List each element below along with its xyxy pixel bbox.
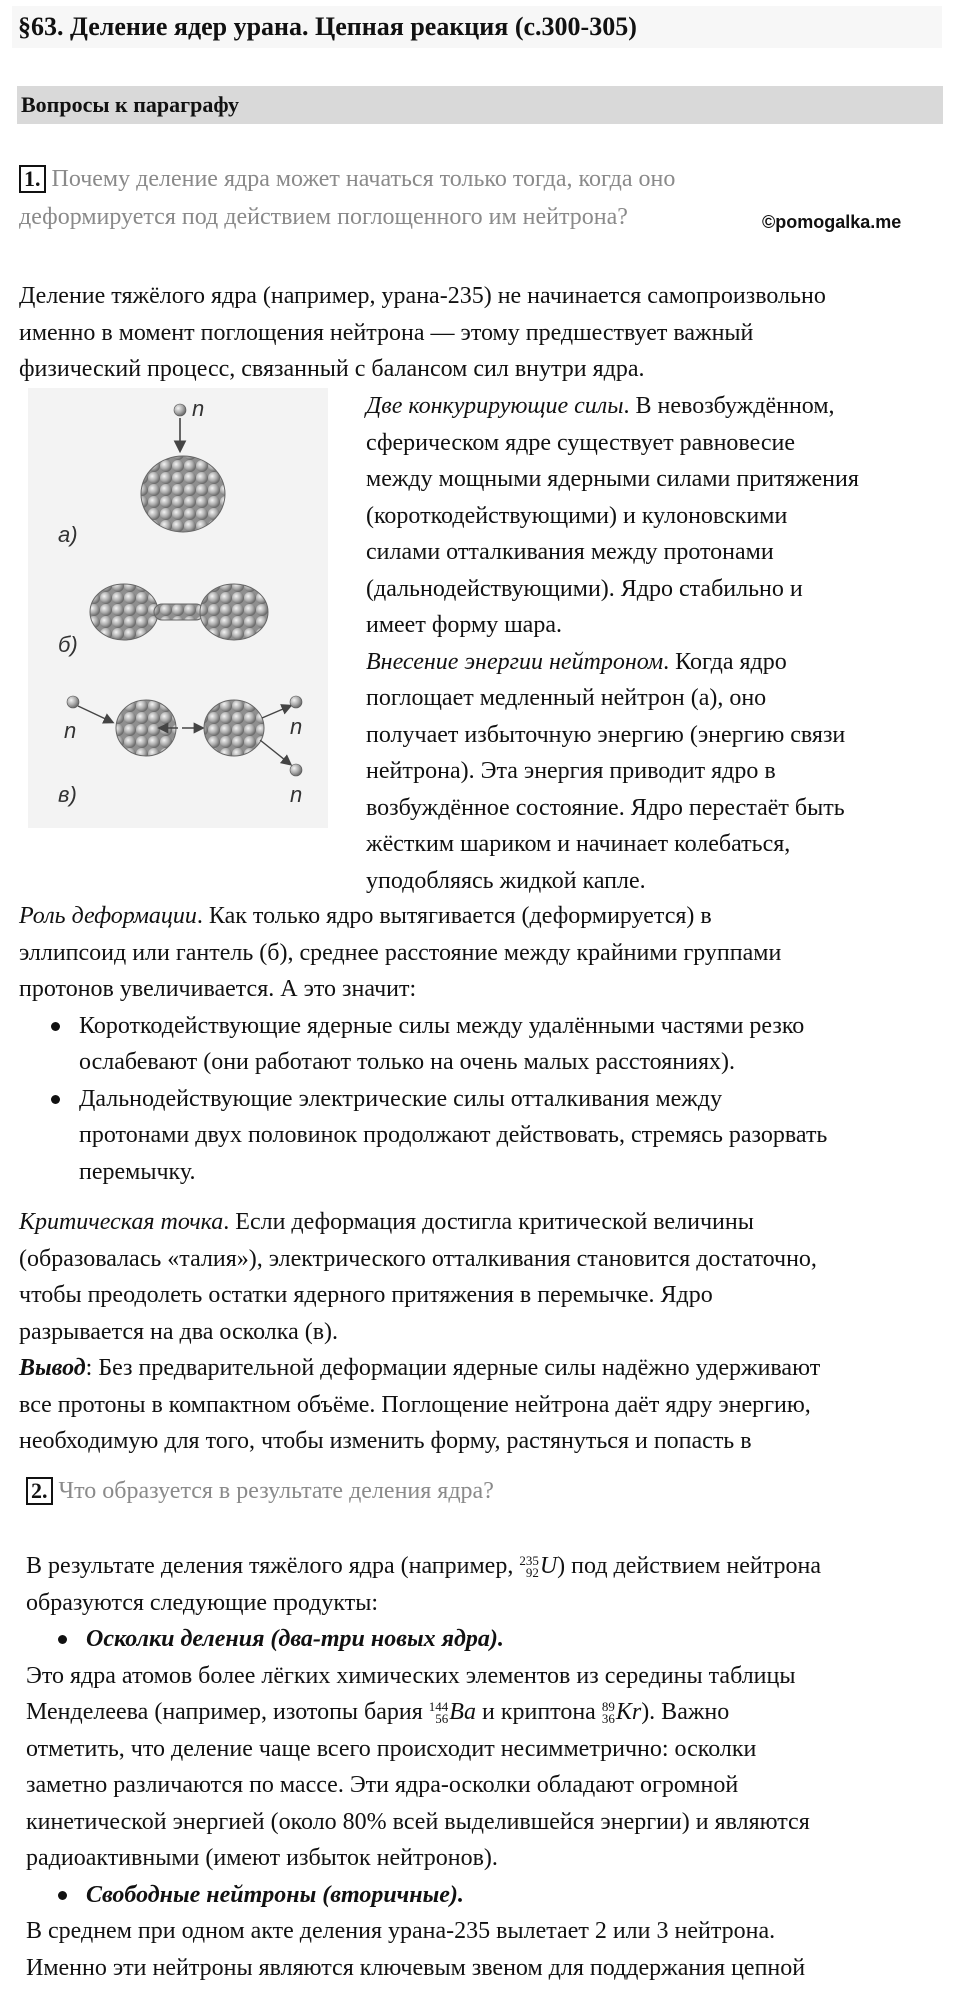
neutron-icon xyxy=(290,696,302,708)
list-item: Осколки деления (два-три новых ядра). xyxy=(26,1621,954,1658)
list-item: Дальнодействующие электрические силы отталкивания между протонами двух половинок продолжают действовать, стремясь разорвать перемычку. xyxy=(19,1081,949,1191)
text-line: все протоны в компактном объёме. Поглощение нейтрона даёт ядру энергию, xyxy=(19,1391,811,1418)
label-v: в) xyxy=(58,782,77,807)
krypton-isotope: 89 36 Kr xyxy=(601,1699,642,1727)
text-line: разрывается на два осколка (в). xyxy=(19,1318,339,1345)
text-line: Деление тяжёлого ядра (например, урана-235) не начинается самопроизвольно xyxy=(19,283,826,309)
question-number: 2. xyxy=(26,1477,53,1505)
list-item: Свободные нейтроны (вторичные). xyxy=(26,1877,954,1914)
text-line: имеет форму шара. xyxy=(366,612,562,638)
text-line: Внесение энергии нейтроном. Когда ядро xyxy=(366,648,787,675)
label-b: б) xyxy=(58,632,78,657)
answer-1-role xyxy=(19,898,949,1190)
text-line: кинетической энергией (около 80% всей выделившейся энергии) и являются xyxy=(26,1808,810,1835)
section-heading: Вопросы к параграфу xyxy=(17,86,943,124)
list-item: Короткодействующие ядерные силы между удалёнными частями резко ослабевают (они работают только на очень малых расстояниях). xyxy=(19,1008,949,1081)
stage-v xyxy=(58,696,302,807)
question-text: Что образуется в результате деления ядра? xyxy=(58,1478,494,1504)
text-line: получает избыточную энергию (энергию связи xyxy=(366,721,846,748)
text-line: (образовалась «талия»), электрического отталкивания становится достаточно, xyxy=(19,1245,817,1272)
text-line: В результате деления тяжёлого ядра (например, 235 92 U) под действием нейтрона xyxy=(26,1553,822,1581)
question-text: деформируется под действием поглощенного им нейтрона? xyxy=(19,204,628,230)
fission-figure xyxy=(28,388,328,828)
fission-diagram xyxy=(28,388,328,828)
text-line: нейтрона). Эта энергия приводит ядро в xyxy=(366,758,776,784)
question-number: 1. xyxy=(19,165,46,193)
neutron-label: n xyxy=(290,782,303,807)
text-line: протонов увеличивается. А это значит: xyxy=(19,976,417,1002)
bullet-list xyxy=(26,1877,954,1914)
text-line: образуются следующие продукты: xyxy=(26,1589,378,1616)
label-a: а) xyxy=(58,522,78,547)
answer-2 xyxy=(26,1548,954,1986)
text-line: (короткодействующими) и кулоновскими xyxy=(366,502,788,529)
text-line: эллипсоид или гантель (б), среднее расстояние между крайними группами xyxy=(19,939,782,966)
text-line: (дальнодействующими). Ядро стабильно и xyxy=(366,575,803,602)
text-line: именно в момент поглощения нейтрона — этому предшествует важный xyxy=(19,319,754,346)
text-line: отметить, что деление чаще всего происходит несимметрично: осколки xyxy=(26,1735,757,1762)
text-line: Это ядра атомов более лёгких химических элементов из середины таблицы xyxy=(26,1662,796,1689)
neutron-icon xyxy=(67,696,79,708)
text-line: чтобы преодолеть остатки ядерного притяжения в перемычке. Ядро xyxy=(19,1282,713,1308)
answer-1-intro xyxy=(19,278,949,388)
text-line: жёстким шариком и начинает колебаться, xyxy=(366,831,791,857)
text-line: поглощает медленный нейтрон (а), оно xyxy=(366,685,767,711)
text-line: Роль деформации. Как только ядро вытягивается (деформируется) в xyxy=(19,903,712,929)
text-line: физический процесс, связанный с балансом сил внутри ядра. xyxy=(19,356,645,382)
page-title: §63. Деление ядер урана. Цепная реакция (с.300-305) xyxy=(12,6,942,48)
neutron-label: n xyxy=(290,714,303,739)
text-line: сферическом ядре существует равновесие xyxy=(366,429,795,456)
neutron-label: n xyxy=(64,718,77,743)
text-line: силами отталкивания между протонами xyxy=(366,539,774,565)
text-line: заметно различаются по массе. Эти ядра-осколки обладают огромной xyxy=(26,1772,739,1798)
text-line: уподобляясь жидкой капле. xyxy=(366,867,646,894)
nucleus-sphere xyxy=(141,456,225,532)
text-line: Критическая точка. Если деформация достигла критической величины xyxy=(19,1209,754,1235)
bullet-list xyxy=(26,1621,954,1658)
neutron-label: n xyxy=(192,396,205,421)
uranium-isotope: 235 92 U xyxy=(519,1553,558,1581)
text-line: Именно эти нейтроны являются ключевым звеном для поддержания цепной xyxy=(26,1954,806,1981)
question-text: Почему деление ядра может начаться только тогда, когда оно xyxy=(51,166,676,192)
bullet-list xyxy=(19,1008,949,1191)
text-line: между мощными ядерными силами притяжения xyxy=(366,466,859,492)
neutron-icon xyxy=(174,404,186,416)
stage-a xyxy=(58,396,225,547)
text-line: Менделеева (например, изотопы бария 144 56 Ba и криптона 89 36 Kr). Важно xyxy=(26,1699,730,1727)
watermark: ©pomogalka.me xyxy=(762,212,902,232)
neutron-icon xyxy=(290,764,302,776)
barium-isotope: 144 56 Ba xyxy=(428,1699,476,1727)
text-line: Вывод: Без предварительной деформации ядерные силы надёжно удерживают xyxy=(19,1355,821,1381)
text-line: возбуждённое состояние. Ядро перестаёт быть xyxy=(366,794,845,821)
answer-1-critical xyxy=(19,1204,949,1460)
stage-b xyxy=(58,584,268,657)
answer-1-side-text xyxy=(366,388,946,899)
text-line: Две конкурирующие силы. В невозбуждённом, xyxy=(366,393,835,419)
question-2 xyxy=(26,1472,926,1510)
text-line: необходимую для того, чтобы изменить форму, растянуться и попасть в xyxy=(19,1428,752,1454)
text-line: В среднем при одном акте деления урана-235 вылетает 2 или 3 нейтрона. xyxy=(26,1918,776,1944)
text-line: радиоактивными (имеют избыток нейтронов). xyxy=(26,1845,498,1871)
